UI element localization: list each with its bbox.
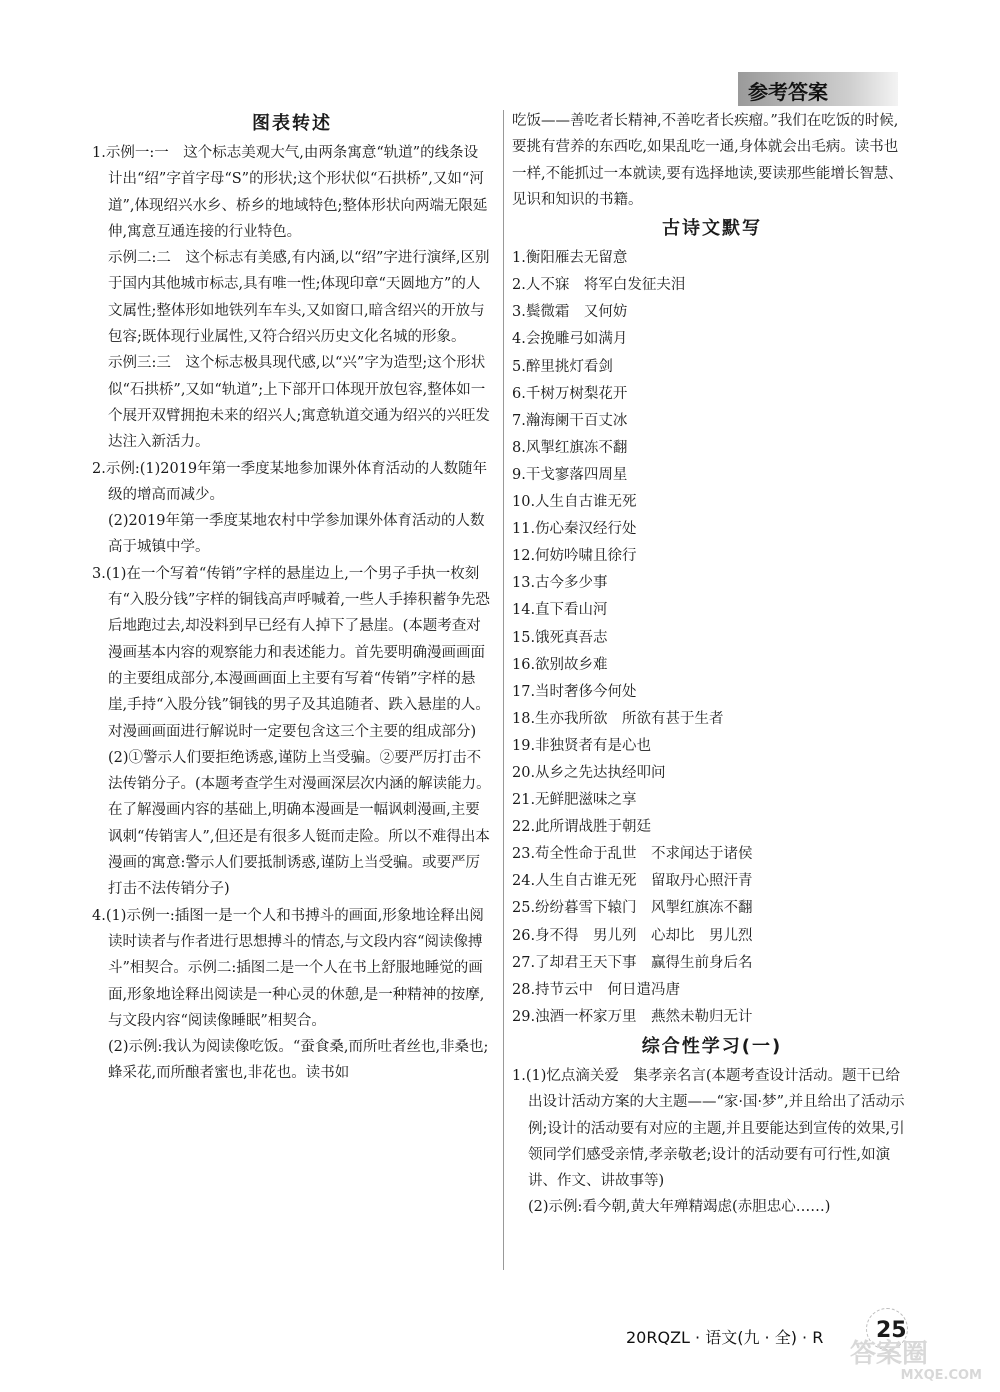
page-number: 25 (876, 1318, 907, 1343)
answer-paragraph: 3.(1)在一个写着“传销”字样的悬崖边上,一个男子手执一枚刻有“入股分钱”字样的铜钱高声呼喊着,一些人手捧积蓄争先恐后地跑过去,却没料到早已经有人掉下了悬崖。(本题考查对漫画基本内容的观察能力和表述能力。首先要明确漫画画面的主要组成部分,本漫画画面上主要有写着“传销”字样的悬崖,手持“入股分钱”铜钱的男子及其追随者、跌入悬崖的人。对漫画画面进行解说时一定要包含这三个主要的组成部分) (92, 565, 490, 740)
section-title-chart: 图表转述 (252, 113, 332, 134)
answer-key-tag (738, 72, 898, 106)
answer-paragraph: (2)2019年第一季度某地农村中学参加课外体育活动的人数高于城镇中学。 (108, 513, 485, 556)
answer-paragraph: 示例二:二 这个标志有美感,有内涵,以“绍”字进行演绎,区别于国内其他城市标志,具有唯一性;体现印章“天圆地方”的人文属性;整体形如地铁列车车头,又如窗口,暗含绍兴的开放与包容;既体现行业属性,又符合绍兴历史文化名城的形象。 (108, 250, 490, 346)
poem-answer-line: 15.饿死真吾志 (512, 629, 608, 646)
poem-answer-line: 18.生亦我所欲 所欲有甚于生者 (512, 710, 724, 727)
poem-answer-line: 2.人不寐 将军白发征夫泪 (512, 277, 686, 294)
left-paragraphs (92, 140, 492, 1087)
poem-answer-line: 7.瀚海阑干百丈冰 (512, 412, 628, 429)
poem-answer-line: 10.人生自古谁无死 (512, 494, 637, 511)
poem-answer-line: 20.从乡之先达执经叩问 (512, 764, 666, 781)
section-title-comprehensive: 综合性学习(一) (641, 1035, 783, 1057)
poem-answer-line: 28.持节云中 何日遣冯唐 (512, 981, 681, 998)
poem-answer-line: 22.此所谓战胜于朝廷 (512, 819, 652, 836)
answer-key-label: 参考答案 (748, 80, 828, 104)
poem-answer-line: 3.鬓微霜 又何妨 (512, 304, 628, 321)
answer-paragraph: 1.(1)忆点滴关爱 集孝亲名言(本题考查设计活动。题干已给出设计活动方案的大主题——“家·国·梦”,并且给出了活动示例;设计的活动要有对应的主题,并且要能达到宣传的效果,引领同学们感受亲情,孝亲敬老;设计的活动要有可行性,如演讲、作文、讲故事等) (512, 1067, 905, 1190)
answer-paragraph: (2)示例:看今朝,黄大年殚精竭虑(赤胆忠心……) (528, 1199, 831, 1216)
column-divider (503, 110, 504, 1270)
watermark-logo (850, 1340, 990, 1388)
left-column (92, 108, 492, 1087)
poem-answer-line: 29.浊酒一杯家万里 燕然未勒归无计 (512, 1008, 753, 1025)
poem-answer-line: 5.醉里挑灯看剑 (512, 358, 613, 375)
poem-answer-line: 6.千树万树梨花开 (512, 385, 628, 402)
answer-paragraph: 4.(1)示例一:插图一是一个人和书搏斗的画面,形象地诠释出阅读时读者与作者进行思想搏斗的情态,与文段内容“阅读像搏斗”相契合。示例二:插图二是一个人在书上舒服地睡觉的画面,形象地诠释出阅读是一种心灵的休憩,是一种精神的按摩,与文段内容“阅读像睡眠”相契合。 (92, 907, 485, 1029)
section-title-poetry: 古诗文默写 (662, 218, 762, 240)
poem-answer-line: 25.纷纷暮雪下辕门 风掣红旗冻不翻 (512, 900, 753, 917)
poem-answer-line: 11.伤心秦汉经行处 (512, 521, 637, 538)
poetry-answer-list (512, 245, 912, 1031)
answer-paragraph: (2)①警示人们要拒绝诱惑,谨防上当受骗。②要严厉打击不法传销分子。(本题考查学生对漫画深层次内涵的解读能力。在了解漫画内容的基础上,明确本漫画是一幅讽刺漫画,主要讽刺“传销害人”,但还是有很多人铤而走险。所以不难得出本漫画的寓意:警示人们要抵制诱惑,谨防上当受骗。或要严厉打击不法传销分子) (108, 749, 491, 898)
poem-answer-line: 27.了却君王天下事 赢得生前身后名 (512, 954, 753, 971)
poem-answer-line: 8.风掣红旗冻不翻 (512, 439, 628, 456)
poem-answer-line: 14.直下看山河 (512, 602, 608, 619)
poem-answer-line: 16.欲别故乡难 (512, 656, 608, 673)
poem-answer-line: 13.古今多少事 (512, 575, 608, 592)
continued-paragraph: 吃饭——善吃者长精神,不善吃者长疾瘤。”我们在吃饭的时候,要挑有营养的东西吃,如果乱吃一通,身体就会出毛病。读书也一样,不能抓过一本就读,要有选择地读,要读那些能增长智慧、见识和知识的书籍。 (512, 113, 903, 208)
watermark-url: MXQE.COM (900, 1368, 982, 1383)
poem-answer-line: 17.当时奢侈今何处 (512, 683, 637, 700)
answer-paragraph: 2.示例:(1)2019年第一季度某地参加课外体育活动的人数随年级的增高而减少。 (92, 460, 488, 503)
answer-paragraph: (2)示例:我认为阅读像吃饭。“蚕食桑,而所吐者丝也,非桑也;蜂采花,而所酿者蜜也,非花也。读书如 (108, 1039, 489, 1082)
poem-answer-line: 24.人生自古谁无死 留取丹心照汗青 (512, 873, 753, 890)
watermark-text: 答案圈 (850, 1339, 929, 1369)
poem-answer-line: 9.干戈寥落四周星 (512, 466, 628, 483)
book-code: 20RQZL · 语文(九 · 全) · R (626, 1328, 824, 1347)
poem-answer-line: 1.衡阳雁去无留意 (512, 250, 628, 267)
poem-answer-line: 26.身不得 男儿列 心却比 男儿烈 (512, 927, 753, 944)
answer-paragraph: 示例三:三 这个标志极具现代感,以“兴”字为造型;这个形状似“石拱桥”,又如“轨道”;上下部开口体现开放包容,整体如一个展开双臂拥抱未来的绍兴人;寓意轨道交通为绍兴的兴旺发达注入新活力。 (108, 355, 490, 451)
poem-answer-line: 4.会挽雕弓如满月 (512, 331, 628, 348)
poem-answer-line: 23.苟全性命于乱世 不求闻达于诸侯 (512, 846, 753, 863)
right-paragraphs (512, 1063, 912, 1221)
poem-answer-line: 12.何妨吟啸且徐行 (512, 548, 637, 565)
answer-paragraph: 1.示例一:一 这个标志美观大气,由两条寓意“轨道”的线条设计出“绍”字首字母“S”的形状;这个形状似“石拱桥”,又如“河道”,体现绍兴水乡、桥乡的地域特色;整体形状向两端无限延伸,寓意互通连接的行业特色。 (92, 145, 488, 240)
poem-answer-line: 21.无鲜肥滋味之享 (512, 792, 637, 809)
right-column (512, 108, 912, 1221)
poem-answer-line: 19.非独贤者有是心也 (512, 737, 652, 754)
